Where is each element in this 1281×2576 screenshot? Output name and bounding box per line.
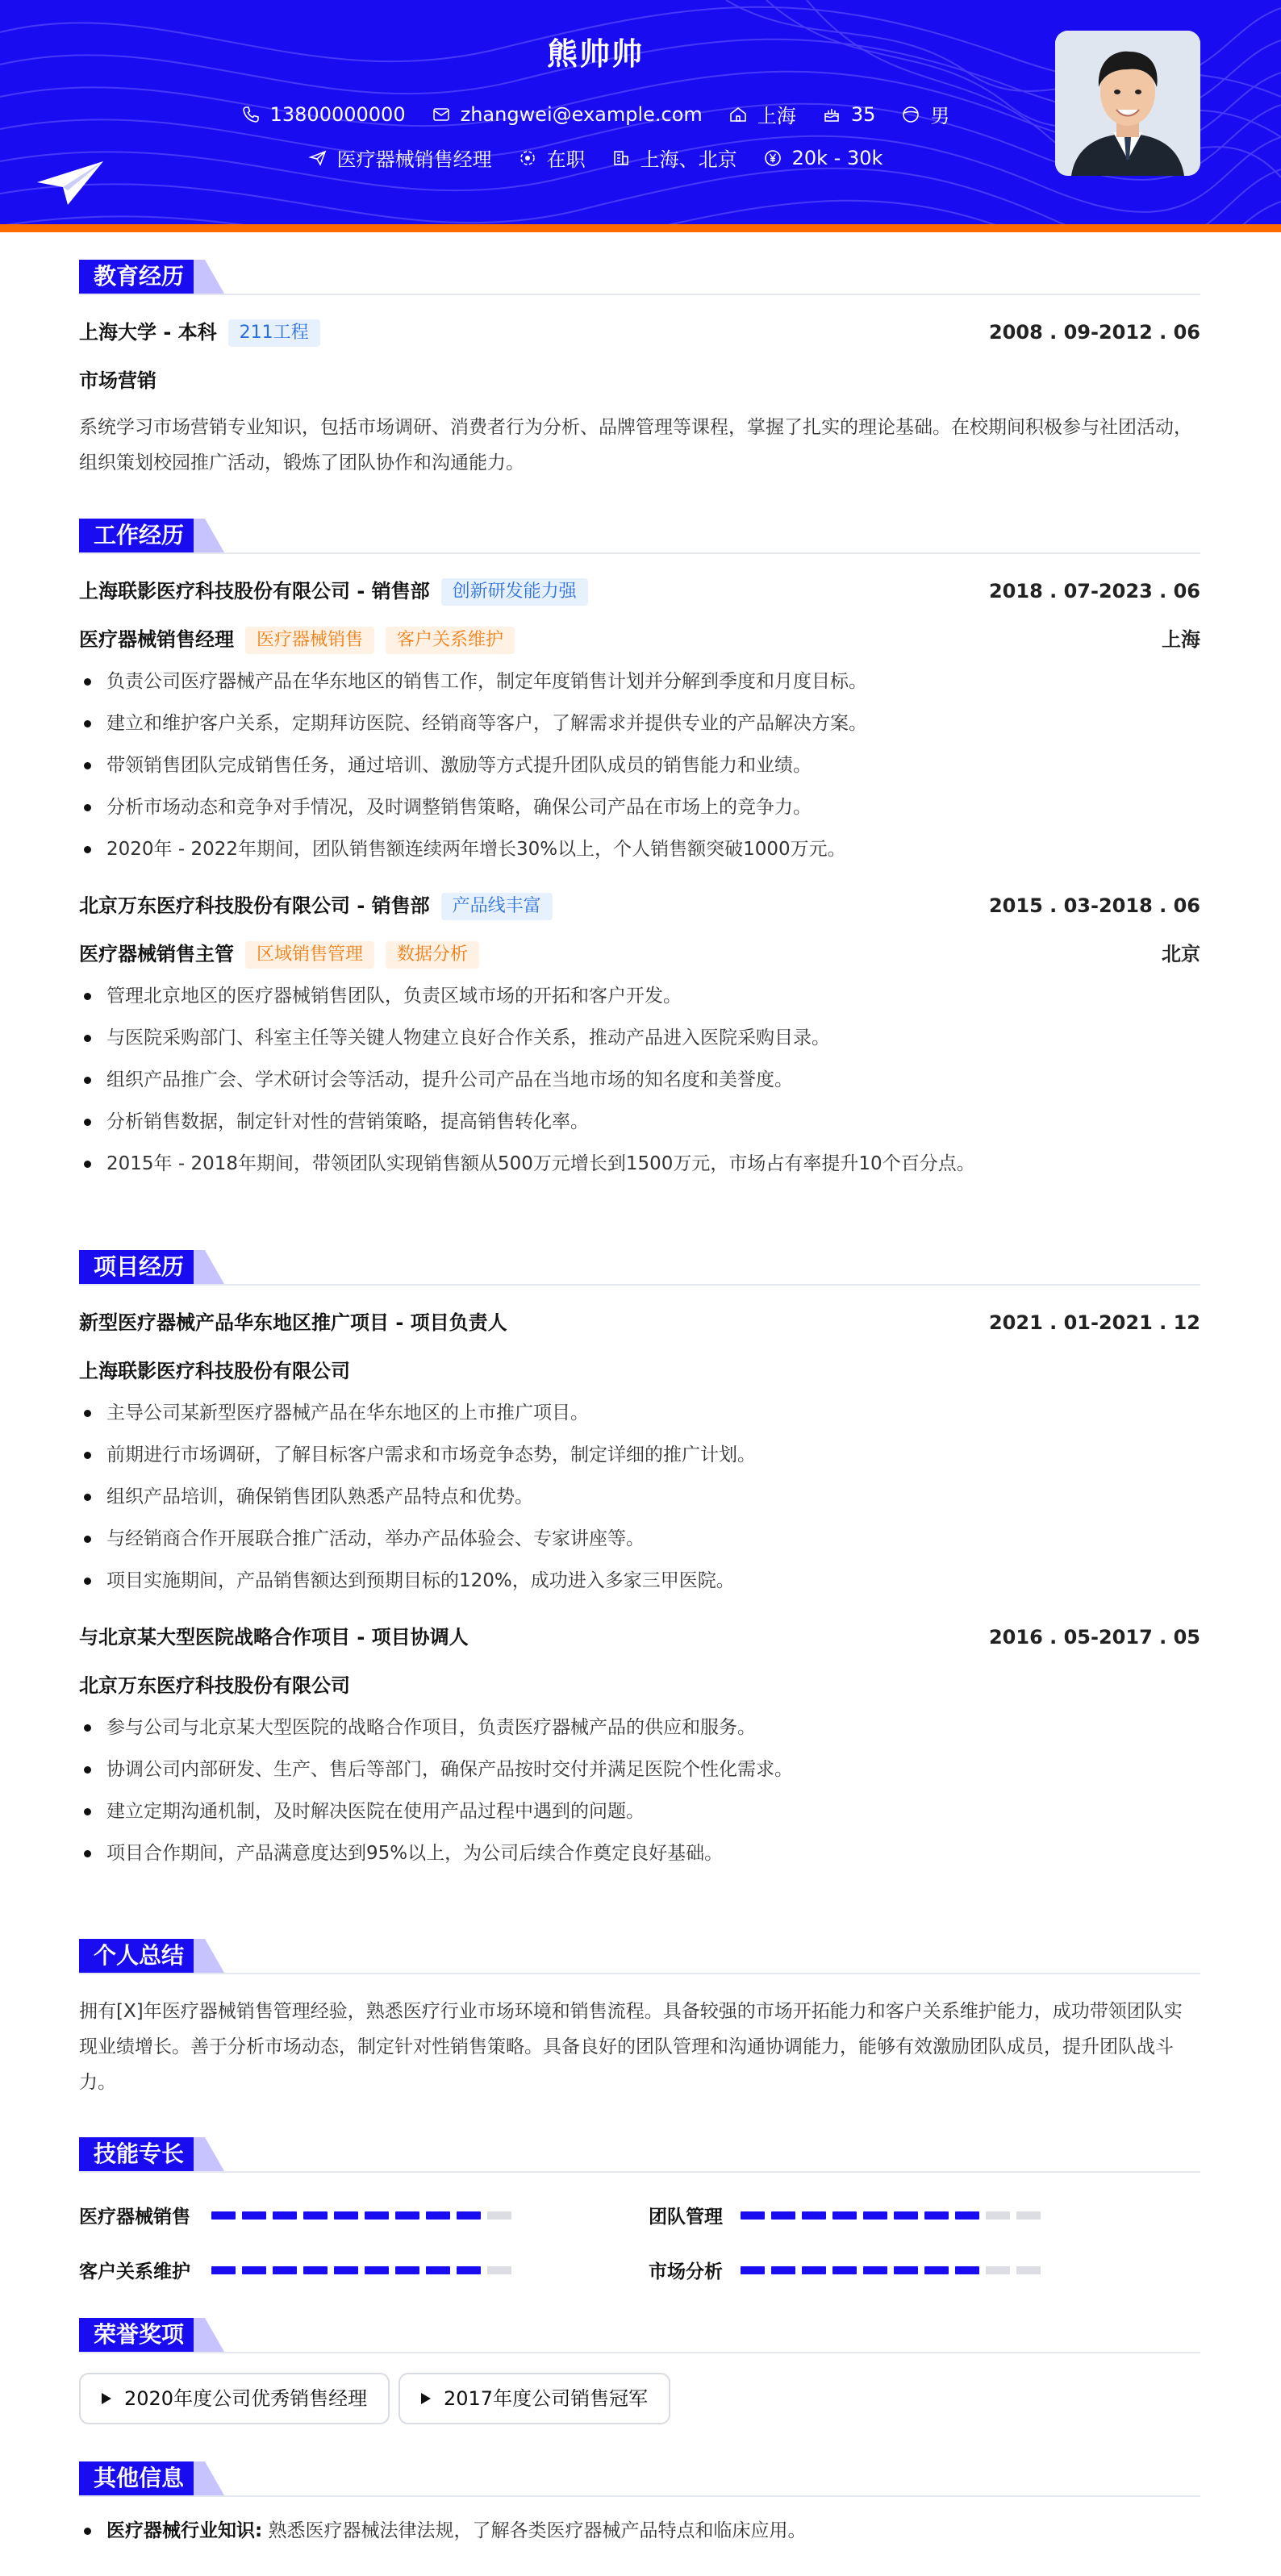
home-icon <box>728 105 748 124</box>
skill-dash-filled <box>395 2211 419 2220</box>
list-item: 参与公司与北京某大型医院的战略合作项目，负责医疗器械产品的供应和服务。 <box>79 1707 1200 1749</box>
skill-dash-filled <box>771 2266 795 2274</box>
job-intent-row <box>0 144 1191 172</box>
education-description: 系统学习市场营销专业知识，包括市场调研、消费者行为分析、品牌管理等课程，掌握了扎实的理论基础。在校期间积极参与社团活动，组织策划校园推广活动，锻炼了团队协作和沟通能力。 <box>79 417 1192 473</box>
gender-info <box>901 100 949 128</box>
job-role: 医疗器械销售经理 <box>79 628 234 651</box>
skill-dash-filled <box>242 2211 266 2220</box>
section-title-tail-decoration <box>194 519 224 552</box>
phone-text: 13800000000 <box>269 102 406 126</box>
person-icon <box>901 105 920 124</box>
skill-level-bar <box>741 2266 1047 2274</box>
summary-section-title: 个人总结 <box>79 1939 198 1973</box>
target-city-text: 上海、北京 <box>640 148 737 171</box>
work-section-title: 工作经历 <box>79 519 198 552</box>
project-company: 上海联影医疗科技股份有限公司 <box>79 1360 350 1382</box>
job-skill-tag: 医疗器械销售 <box>245 627 374 654</box>
list-item: 与经销商合作开展联合推广活动，举办产品体验会、专家讲座等。 <box>79 1518 1200 1560</box>
job-skill-tag: 区域销售管理 <box>245 941 374 969</box>
project-name-row <box>79 1621 1200 1653</box>
skill-level-bar <box>211 2211 518 2220</box>
job-role-row <box>79 623 1200 656</box>
skill-dash-filled <box>955 2266 979 2274</box>
resume-header <box>0 0 1281 224</box>
skill-dash-filled <box>894 2266 918 2274</box>
status-text: 在职 <box>546 148 586 171</box>
skill-dash-filled <box>426 2211 450 2220</box>
skills-section-title: 技能专长 <box>79 2137 198 2171</box>
skill-dash-filled <box>832 2211 857 2220</box>
project-bullet-list <box>79 1707 1200 1874</box>
school-tag: 211工程 <box>228 319 320 347</box>
skill-name: 团队管理 <box>649 2207 723 2228</box>
phone-icon <box>241 105 261 124</box>
school-name: 上海大学 - 本科 <box>79 321 217 344</box>
list-item: 组织产品推广会、学术研讨会等活动，提升公司产品在当地市场的知名度和美誉度。 <box>79 1059 1200 1101</box>
skill-dash-filled <box>863 2211 887 2220</box>
list-item <box>79 2510 1200 2552</box>
skill-dash-empty <box>487 2211 511 2220</box>
skill-dash-filled <box>802 2266 826 2274</box>
job-company: 北京万东医疗科技股份有限公司 - 销售部 <box>79 894 430 917</box>
candidate-name: 熊帅帅 <box>546 36 644 72</box>
mail-icon <box>432 105 451 124</box>
work-section <box>79 519 1200 1185</box>
other-section-title: 其他信息 <box>79 2461 198 2495</box>
skill-level-bar <box>741 2211 1047 2220</box>
contact-row <box>0 100 1191 128</box>
building-icon <box>611 148 631 168</box>
job-skill-tag: 客户关系维护 <box>386 627 515 654</box>
skill-dash-filled <box>211 2211 236 2220</box>
list-item: 2015年 - 2018年期间，带领团队实现销售额从500万元增长到1500万元，市场占有率提升10个百分点。 <box>79 1143 1200 1185</box>
position-info <box>308 144 492 172</box>
other-info-text: 熟悉医疗器械法律法规，了解各类医疗器械产品特点和临床应用。 <box>268 2520 807 2541</box>
skill-dash-filled <box>924 2266 949 2274</box>
phone-info <box>241 103 406 126</box>
list-item: 与医院采购部门、科室主任等关键人物建立良好合作关系，推动产品进入医院采购目录。 <box>79 1017 1200 1059</box>
job-dates: 2018 . 07-2023 . 06 <box>988 580 1200 602</box>
project-company: 北京万东医疗科技股份有限公司 <box>79 1674 350 1697</box>
skill-dash-filled <box>365 2266 389 2274</box>
age-info <box>822 103 876 126</box>
list-item: 前期进行市场调研，了解目标客户需求和市场竞争态势，制定详细的推广计划。 <box>79 1434 1200 1476</box>
cake-icon <box>822 105 841 124</box>
skill-name: 市场分析 <box>649 2261 723 2282</box>
salary-text: 20k - 30k <box>791 146 883 169</box>
job-city: 上海 <box>1162 628 1200 651</box>
skill-dash-empty <box>1016 2266 1041 2274</box>
skill-dash-filled <box>303 2211 328 2220</box>
status-info <box>518 144 586 172</box>
project-dates: 2021 . 01-2021 . 12 <box>988 1311 1200 1334</box>
email-text: zhangwei@example.com <box>460 102 703 126</box>
status-icon <box>518 148 537 168</box>
job-company-row <box>79 890 1200 922</box>
work-section-header <box>79 519 1200 554</box>
list-item: 组织产品培训，确保销售团队熟悉产品特点和优势。 <box>79 1476 1200 1518</box>
paper-plane-icon <box>35 158 105 206</box>
job-skill-tag: 数据分析 <box>386 941 479 969</box>
job-bullet-list <box>79 975 1200 1185</box>
skill-dash-filled <box>273 2211 297 2220</box>
skill-name: 客户关系维护 <box>79 2261 190 2282</box>
other-info-list <box>79 2510 1200 2552</box>
salary-info <box>763 147 883 169</box>
projects-section-header <box>79 1250 1200 1286</box>
job-company-row <box>79 575 1200 607</box>
project-name: 新型医疗器械产品华东地区推广项目 - 项目负责人 <box>79 1311 507 1334</box>
skills-section-header <box>79 2137 1200 2173</box>
skill-dash-filled <box>334 2266 358 2274</box>
avatar <box>1055 31 1200 176</box>
skill-dash-filled <box>771 2211 795 2220</box>
section-title-tail-decoration <box>194 1939 224 1973</box>
skill-dash-filled <box>741 2211 765 2220</box>
honors-list <box>79 2373 1200 2424</box>
skill-dash-filled <box>273 2266 297 2274</box>
projects-section <box>79 1250 1200 1874</box>
job-dates: 2015 . 03-2018 . 06 <box>988 894 1200 917</box>
skill-dash-empty <box>1016 2211 1041 2220</box>
skill-dash-filled <box>863 2266 887 2274</box>
skill-dash-filled <box>211 2266 236 2274</box>
list-item: 分析销售数据，制定针对性的营销策略，提高销售转化率。 <box>79 1101 1200 1143</box>
city-text: 上海 <box>757 105 796 127</box>
education-section-title: 教育经历 <box>79 260 198 294</box>
section-title-tail-decoration <box>194 2137 224 2171</box>
education-dates: 2008 . 09-2012 . 06 <box>988 321 1200 344</box>
job-role: 医疗器械销售主管 <box>79 943 234 965</box>
list-item: 建立定期沟通机制，及时解决医院在使用产品过程中遇到的问题。 <box>79 1790 1200 1832</box>
skill-level-bar <box>211 2266 518 2274</box>
job-role-row <box>79 938 1200 970</box>
section-title-tail-decoration <box>194 260 224 294</box>
skill-dash-empty <box>986 2211 1010 2220</box>
list-item: 建立和维护客户关系，定期拜访医院、经销商等客户，了解需求并提供专业的产品解决方案。 <box>79 702 1200 744</box>
education-section <box>79 260 1200 481</box>
header-accent-bar <box>0 224 1281 232</box>
skill-dash-filled <box>741 2266 765 2274</box>
skill-name: 医疗器械销售 <box>79 2207 190 2228</box>
yuan-icon <box>763 148 782 168</box>
job-city: 北京 <box>1162 943 1200 965</box>
project-bullet-list <box>79 1392 1200 1602</box>
list-item: 负责公司医疗器械产品在华东地区的销售工作，制定年度销售计划并分解到季度和月度目标。 <box>79 661 1200 702</box>
projects-section-title: 项目经历 <box>79 1250 198 1284</box>
list-item: 分析市场动态和竞争对手情况，及时调整销售策略，确保公司产品在市场上的竞争力。 <box>79 786 1200 828</box>
other-section <box>79 2461 1200 2552</box>
education-school-row <box>79 316 1200 348</box>
skill-dash-filled <box>955 2211 979 2220</box>
skill-item <box>79 2202 518 2228</box>
summary-text: 拥有[X]年医疗器械销售管理经验，熟悉医疗行业市场环境和销售流程。具备较强的市场开拓能力和客户关系维护能力，成功带领团队实现业绩增长。善于分析市场动态，制定针对性销售策略。具备良好的团队管理和沟通协调能力，能够有效激励团队成员，提升团队战斗力。 <box>79 2001 1183 2093</box>
honor-badge: 2020年度公司优秀销售经理 <box>79 2373 390 2424</box>
gender-text: 男 <box>930 105 950 127</box>
honors-section <box>79 2318 1200 2424</box>
skill-dash-filled <box>894 2211 918 2220</box>
skill-item <box>79 2257 518 2283</box>
send-icon <box>308 148 328 168</box>
summary-section <box>79 1939 1200 2100</box>
skills-section <box>79 2137 1200 2282</box>
honors-section-title: 荣誉奖项 <box>79 2318 198 2352</box>
skill-item <box>649 2257 1047 2283</box>
target-city-info <box>611 144 737 172</box>
list-item: 带领销售团队完成销售任务，通过培训、激励等方式提升团队成员的销售能力和业绩。 <box>79 744 1200 786</box>
skill-item <box>649 2202 1047 2228</box>
education-section-header <box>79 260 1200 295</box>
position-text: 医疗器械销售经理 <box>336 148 492 171</box>
skill-dash-empty <box>487 2266 511 2274</box>
skill-dash-filled <box>334 2211 358 2220</box>
avatar-portrait <box>1055 31 1200 176</box>
other-info-label: 医疗器械行业知识: <box>106 2520 263 2541</box>
project-name-row <box>79 1307 1200 1339</box>
skill-dash-filled <box>365 2211 389 2220</box>
job-company: 上海联影医疗科技股份有限公司 - 销售部 <box>79 580 430 602</box>
education-major: 市场营销 <box>79 369 156 392</box>
city-info <box>728 100 796 128</box>
list-item: 项目实施期间，产品销售额达到预期目标的120%，成功进入多家三甲医院。 <box>79 1560 1200 1602</box>
section-title-tail-decoration <box>194 2318 224 2352</box>
list-item: 主导公司某新型医疗器械产品在华东地区的上市推广项目。 <box>79 1392 1200 1434</box>
job-company-tag: 产品线丰富 <box>441 893 553 920</box>
age-text: 35 <box>850 102 876 126</box>
list-item: 项目合作期间，产品满意度达到95%以上，为公司后续合作奠定良好基础。 <box>79 1832 1200 1874</box>
section-title-tail-decoration <box>194 1250 224 1284</box>
skill-dash-filled <box>242 2266 266 2274</box>
skill-dash-filled <box>426 2266 450 2274</box>
list-item: 2020年 - 2022年期间，团队销售额连续两年增长30%以上，个人销售额突破1000万元。 <box>79 828 1200 870</box>
project-dates: 2016 . 05-2017 . 05 <box>988 1626 1200 1649</box>
skill-dash-filled <box>832 2266 857 2274</box>
list-item: 管理北京地区的医疗器械销售团队，负责区域市场的开拓和客户开发。 <box>79 975 1200 1017</box>
section-title-tail-decoration <box>194 2461 224 2495</box>
skill-dash-filled <box>924 2211 949 2220</box>
skill-dash-filled <box>802 2211 826 2220</box>
honor-badge: 2017年度公司销售冠军 <box>398 2373 670 2424</box>
job-bullet-list <box>79 661 1200 870</box>
skill-dash-filled <box>457 2211 481 2220</box>
honors-section-header <box>79 2318 1200 2353</box>
list-item: 协调公司内部研发、生产、售后等部门，确保产品按时交付并满足医院个性化需求。 <box>79 1749 1200 1790</box>
job-company-tag: 创新研发能力强 <box>441 578 588 606</box>
skill-dash-filled <box>457 2266 481 2274</box>
summary-section-header <box>79 1939 1200 1974</box>
skill-dash-empty <box>986 2266 1010 2274</box>
email-info <box>432 103 703 126</box>
skill-dash-filled <box>303 2266 328 2274</box>
project-name: 与北京某大型医院战略合作项目 - 项目协调人 <box>79 1626 469 1649</box>
skill-dash-filled <box>395 2266 419 2274</box>
other-section-header <box>79 2461 1200 2497</box>
